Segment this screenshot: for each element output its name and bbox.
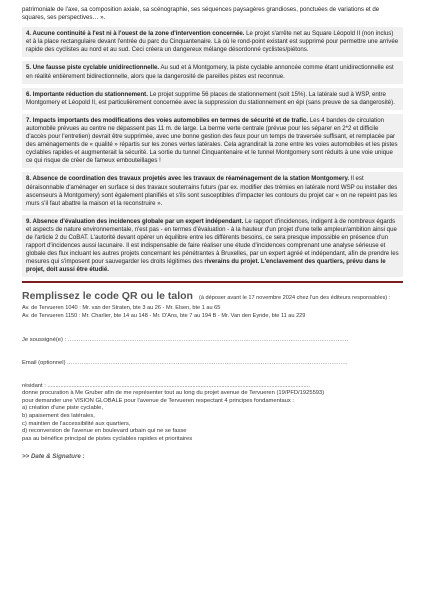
email-dotted-line[interactable]: ...........................................................................................................................................................: [67, 359, 348, 366]
point-7-body: Les 4 bandes de circulation automobile prévues au centre ne dépassent pas 11 m. de large. La berme verte centrale (prévue pour les séparer en 2*2 et difficile d'accès pour l'entretien) devrait être supprimée, avec une bonne gestion des feux pour un temps de traversée suffisant, et remplacée par des aménagements de « qualité » répartis sur les zones vertes latérales. Cela agrandirait la zone entre les voies automobiles et les pistes cyclables rapides et augmenterait la sécurité. La sortie du tunnel Cinquantenaire et le tunnel Montgomery sont réduits à une voie unique ce qui risque de créer de fameux embouteillages !: [26, 116, 398, 165]
email-field[interactable]: [22, 360, 403, 366]
point-8-heading: 8. Absence de coordination des travaux projetés avec les travaux de réaménagement de la station Montgomery.: [26, 175, 350, 183]
point-4-body: Le projet s'arrête net au Square Léopold II (non inclus) et à la place rectangulaire devant l'entrée du parc du Cinquantenaire. Là où le rond-point existant est supprimé pour permettre une arrivée rapide des cyclistes au nord et au sud. Ceci créera un dangereux mélange désordonné cyclistes/piétons.: [26, 30, 399, 54]
form-header: [22, 290, 403, 302]
point-6-body: Le projet supprime 56 places de stationnement (soit 15%). La latérale sud à WSP, entre Montgomery et Léopold II, est particulièrement concernée avec la suppression du stationnement en épi (sans preuve de sa dangerosité).: [26, 90, 395, 106]
point-9: [22, 215, 403, 278]
section-divider: [22, 281, 403, 283]
proxy-statement: [22, 383, 403, 444]
point-9-body: Le rapport d'incidences, indigent à de nombreux égards et aspects de nature environnementale, n'est pas - en termes d'évaluation - à la hauteur d'un projet d'une telle ampleur/ambition ainsi que de l'article 2 du CoBAT. L'autorité devant opérer un équilibre entre les différents besoins, ce sera presque impossible en présence d'un rapport d'incidences aussi lacunaire. Il est indispensable de faire réaliser une étude d'incidences comprenant une analyse sérieuse et globale des flux incluant les autres projets concernant les pénétrantes à Bruxelles, par un expert agréé et indépendant, afin de prendre les mesures qui s'imposent pour sauvegarder les droits légitimes des: [26, 217, 399, 266]
resident-field[interactable]: [22, 383, 403, 391]
point-4-heading: 4. Aucune continuité à l'est ni à l'ouest de la zone d'intervention concernée.: [26, 30, 245, 38]
name-label: Je soussigné(e) :: [22, 336, 67, 343]
point-6-heading: 6. Importante réduction du stationnement.: [26, 90, 148, 98]
point-6: [22, 88, 403, 110]
address-list: [22, 305, 403, 320]
principle-a: a) création d'une piste cyclable,: [22, 405, 104, 412]
point-8: [22, 172, 403, 210]
form-title: Remplissez le code QR ou le talon: [22, 290, 193, 303]
point-5-heading: 5. Une fausse piste cyclable unidirectionnelle.: [26, 64, 160, 72]
principle-d-continued: pas au bénéfice principal de pistes cyclables rapides et prioritaires: [22, 435, 193, 442]
proxy-line-2: pour demander une VISION GLOBALE pour l'avenue de Tervueren respectant 4 principes fondamentaux :: [22, 397, 295, 404]
point-4: [22, 27, 403, 57]
date-signature-label[interactable]: >> Date & Signature :: [22, 453, 85, 461]
principle-b: b) apaisement des latérales,: [22, 413, 95, 419]
address-line-1150: Av. de Tervueren 1150 : Mr. Charlier, bte 14 au 148 - Mr. D'Ans, bte 7 au 194 B - Mr. Van den Eynde, bte 11 au 229: [22, 313, 306, 320]
point-9-heading: 9. Absence d'évaluation des incidences globale par un expert indépendant.: [26, 217, 244, 225]
point-8-body: Il est déraisonnable d'aménager en surface si des travaux souterrains futurs (par ex. modifier des trémies en latérale nord WSP ou installer des ascenseurs à Montgomery) sont également planifiés et s'ils sont susceptibles d'impacter les contours du projet car « on ne repeint pas les murs s'il faut abattre la maison et la reconstruire ».: [26, 175, 398, 207]
point-5: [22, 61, 403, 83]
principle-c: c) maintien de l'accessibilité aux quartiers,: [22, 420, 131, 427]
resident-label: résidant :: [22, 382, 48, 389]
resident-dotted-line[interactable]: ...................................................................................................................................................................: [47, 382, 310, 389]
principle-d: d) reconversion de l'avenue en boulevard urbain qui ne se fasse: [22, 428, 187, 435]
form-deadline-note: (à déposer avant le 17 novembre 2024 chez l'un des éditeurs responsables) :: [198, 295, 391, 302]
point-9-tail: riverains du projet. L'enclavement des quartiers, prévu dans le projet, doit aussi être étudié.: [26, 258, 386, 274]
name-dotted-line[interactable]: ...........................................................................................................................................................: [67, 336, 349, 343]
email-label: Email (optionnel): [22, 359, 68, 366]
point-7-heading: 7. Impacts importants des modifications des voies automobiles en termes de sécurité et de trafic.: [26, 116, 309, 124]
name-field[interactable]: [22, 337, 403, 343]
point-5-body: Au sud et à Montgomery, la piste cyclable annoncée comme étant unidirectionnelle est en réalité entièrement bidirectionnelle, alors que la dangerosité de pareilles pistes est reconnue.: [26, 64, 394, 80]
proxy-line-1: donne procuration à Me Gruber afin de me représenter tout au long du projet avenue de Tervueren (19/PFD/1925593): [22, 390, 325, 397]
address-line-1040: Av. de Tervueren 1040 : Mr. van der Straten, bte 3 au 26 - Mr. Elsen, bte 1 au 65: [22, 305, 221, 312]
intro-paragraph: patrimoniale de l'axe, sa composition axiale, sa scénographie, ses séquences paysagères grandioses, ponctuées de variations et de squares, ses perspectives… ».: [22, 6, 380, 22]
point-7: [22, 114, 403, 169]
